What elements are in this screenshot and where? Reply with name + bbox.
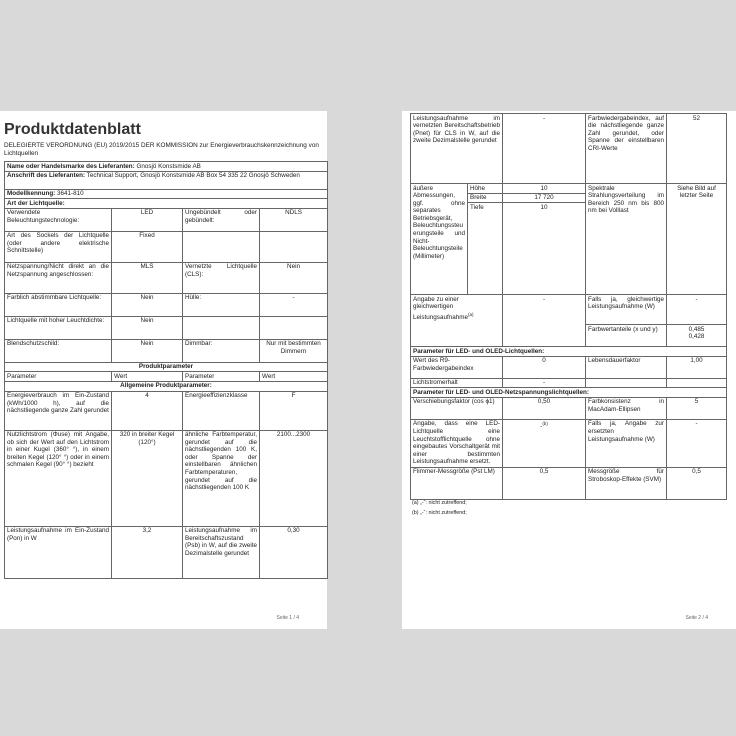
param-label: Messgröße für Stroboskop-Effekte (SVM) [586,467,667,499]
param-label: Energieeffizienzklasse [183,391,260,430]
row-value: MLS [112,262,183,293]
row-value: LED [112,208,183,231]
row-value: Nein [112,293,183,316]
table-row [411,356,727,378]
param-value: 0 [503,356,586,378]
row-value [260,316,328,339]
table-row [5,293,328,316]
row-label: Hülle: [183,293,260,316]
param-value: 1,00 [667,356,727,378]
param-value: 0,5 [667,467,727,499]
table-row [411,295,727,325]
row-label: Ungebündelt oder gebündelt: [183,208,260,231]
param-label: Farbwertanteile (x und y) [586,325,667,347]
model-row [5,189,328,199]
row-value: Nein [112,339,183,362]
param-value: 52 [667,114,727,184]
general-heading-row [5,381,328,391]
col-param: Parameter [5,372,112,382]
col-value: Wert [112,372,183,382]
param-value: - [503,114,586,184]
led-heading-row [411,347,727,357]
param-label: Verschiebungsfaktor (cos ϕ1) [411,397,503,419]
params-heading: Produktparameter [5,362,328,372]
param-label: Farbkonsistenz in MacAdam-Ellipsen [586,397,667,419]
param-label: Falls ja, gleichwertige Leistungsaufnahme (W) [586,295,667,325]
mains-heading-row [411,388,727,398]
param-label: ähnliche Farbtemperatur, gerundet auf die nächstliegenden 100 K, oder Spanne der einstellbaren ähnlichen Farbtemperaturen, gerundet auf die nächstliegenden 100 K [183,430,260,526]
param-value: 0,5 [503,467,586,499]
table-row [5,391,328,430]
dimension-value: 10 [503,203,586,295]
table-row [411,467,727,499]
param-value: - [667,419,727,467]
type-heading: Art der Lichtquelle: [5,199,328,209]
page-number: Seite 1 / 4 [276,615,299,621]
page-2 [402,111,736,629]
row-value: Nur mit bestimmten Dimmern [260,339,328,362]
param-label: Angabe, dass eine LED-Lichtquelle eine Leuchtstofflichtquelle ohne eingebautes Vorschaltgerät mit einer bestimmten Leistungsaufnahme ersetzt. [411,419,503,467]
model-label: Modellkennung: [7,190,56,198]
param-label: Leistungsaufnahme im Bereitschaftszustand (Psb) in W, auf die zweite Dezimalstelle gerundet [183,526,260,578]
footnote-ref: (b) [542,421,548,427]
row-label: Verwendete Beleuchtungstechnologie: [5,208,112,231]
address-label: Anschrift des Lieferanten: [7,172,86,180]
param-value: - [540,423,543,431]
address-value: Technical Support, Gnosjö Konstsmide AB Box 54 335 22 Gnosjö Schweden [86,172,300,180]
table-row [5,316,328,339]
footnote-a: (a) „-“: nicht zutreffend; [412,500,467,506]
general-heading: Allgemeine Produktparameter: [5,381,328,391]
row-value: Nein [112,316,183,339]
mains-heading: Parameter für LED- und OLED-Netzspannungslichtquellen: [411,388,727,398]
row-label [183,316,260,339]
param-value: - [503,295,586,347]
params-heading-row [5,362,328,372]
param-label: Leistungsaufnahme im Ein-Zustand (Pon) in W [5,526,112,578]
footnotes [412,498,467,518]
dimension-key: Breite [468,193,503,203]
param-value: 3,2 [112,526,183,578]
param-value: - [503,378,586,388]
param-label: Lichtstromerhalt [411,378,503,388]
row-label: Netzspannung/Nicht direkt an die Netzspannung angeschlossen: [5,262,112,293]
param-value: F [260,391,328,430]
param-value: 320 in breiter Kegel (120°) [112,430,183,526]
table-row [5,262,328,293]
page-1 [0,111,327,629]
dimension-key: Höhe [468,184,503,194]
param-value: 2100...2300 [260,430,328,526]
table-row [411,397,727,419]
row-label: Vernetzte Lichtquelle (CLS): [183,262,260,293]
dimension-value: 10 [503,184,586,194]
regulation-text: DELEGIERTE VERORDNUNG (EU) 2019/2015 DER KOMMISSION zur Energieverbrauchskennzeichnung von Lichtquellen [4,142,319,157]
param-label: Nutzlichtstrom (Φuse) mit Angabe, ob sich der Wert auf den Lichtstrom in einer Kugel (360° °), in einem breiten Kegel (120° °) oder in einem schmalen Kegel (90° °) bezieht [5,430,112,526]
row-value: NDLS [260,208,328,231]
row-value: - [260,293,328,316]
table-row [5,339,328,362]
type-heading-row [5,199,328,209]
footnote-b: (b) „-“: nicht zutreffend; [412,510,467,516]
row-label: Lichtquelle mit hoher Leuchtdichte: [5,316,112,339]
table-row [5,526,328,578]
page-title: Produktdatenblatt [4,121,141,138]
param-label: Leistungsaufnahme im vernetzten Bereitschaftsbetrieb (Pnet) für CLS in W, auf die zweite Dezimalstelle gerundet [411,114,503,184]
brand-label: Name oder Handelsmarke des Lieferanten: [7,162,135,170]
param-label: Angabe zu einer gleichwertigen Leistungsaufnahme [413,295,468,321]
param-value: - [667,295,727,325]
page-number: Seite 2 / 4 [685,615,708,621]
param-value: 0,30 [260,526,328,578]
table-row [5,430,328,526]
param-label: Wert des R9-Farbwiedergabeindex [411,356,503,378]
table-row [411,114,727,184]
row-label: Farblich abstimmbare Lichtquelle: [5,293,112,316]
dimension-row [411,184,727,194]
product-table [4,161,328,579]
param-value: 4 [112,391,183,430]
table-row [5,208,328,231]
param-value: 0,485 0,428 [667,325,727,347]
footnote-ref: (a) [467,311,474,317]
row-value: Fixed [112,231,183,262]
brand-value: Gnosjö Konstsmide AB [136,162,201,170]
row-label: Dimmbar: [183,339,260,362]
brand-row [5,162,328,172]
col-param: Parameter [183,372,260,382]
page-header [4,115,327,158]
param-label: Farbwiedergabeindex, auf die nächstliegende ganze Zahl gerundet, oder Spanne der einstellbaren CRI-Werte [586,114,667,184]
address-row [5,171,328,189]
param-label: Energieverbrauch im Ein-Zustand (kWh/1000 h), auf die nächstliegende ganze Zahl gerundet [5,391,112,430]
table-row [411,378,727,388]
led-heading: Parameter für LED- und OLED-Lichtquellen: [411,347,727,357]
table-row [5,231,328,262]
row-label: Blendschutzschild: [5,339,112,362]
col-value: Wert [260,372,328,382]
param-value: 5 [667,397,727,419]
dimensions-label: äußere Abmessungen, ggf. ohne separates Betriebsgerät, Beleuchtungssteuerungsteile und Nicht-Beleuchtungsteile (Millimeter) [411,184,468,295]
model-value: 3641-810 [57,190,84,198]
row-label: Art des Sockels der Lichtquelle (oder andere elektrische Schnittstelle) [5,231,112,262]
param-label: Falls ja, Angabe zur ersetzten Leistungsaufnahme (W) [586,419,667,467]
product-table-continued [410,113,727,500]
param-label: Spektrale Strahlungsverteilung im Bereich 250 nm bis 800 nm bei Volllast [586,184,667,295]
table-row [411,419,727,467]
row-value [260,231,328,262]
column-header-row [5,372,328,382]
param-value: 0,50 [503,397,586,419]
param-value: Siehe Bild auf letzter Seite [667,184,727,295]
row-label [183,231,260,262]
param-label: Flimmer-Messgröße (Pst LM) [411,467,503,499]
dimension-value: 17 720 [503,193,586,203]
row-value: Nein [260,262,328,293]
dimension-key: Tiefe [468,203,503,295]
param-label: Lebensdauerfaktor [586,356,667,378]
